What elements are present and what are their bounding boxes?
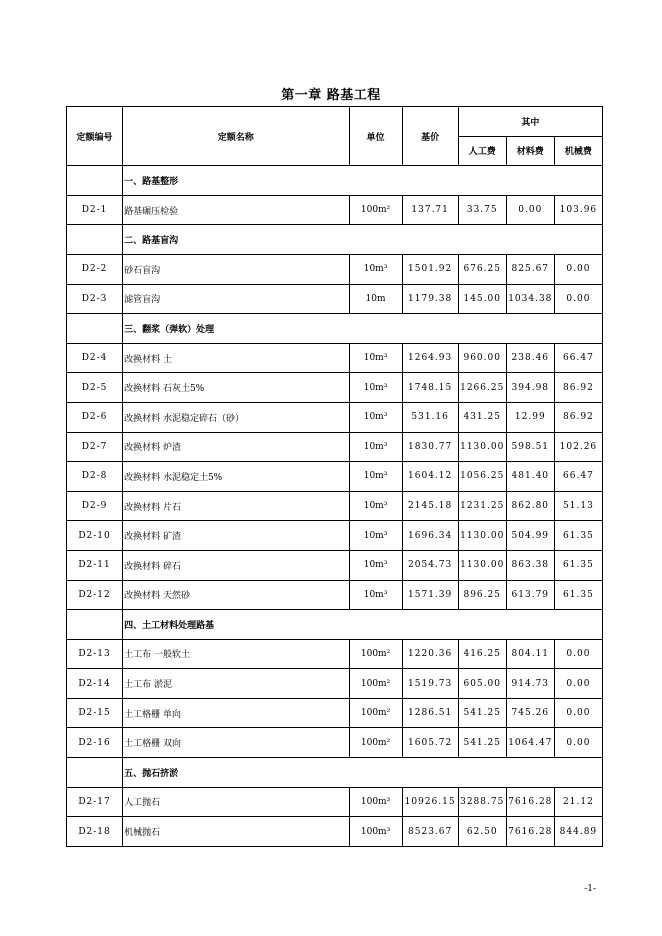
quota-labor: 1130.00 [458, 521, 506, 551]
quota-name: 改换材料 片石 [123, 491, 349, 521]
quota-material: 7616.28 [506, 817, 554, 847]
quota-base-price: 1604.12 [402, 462, 458, 492]
quota-labor: 1266.25 [458, 373, 506, 403]
table-row [67, 521, 603, 551]
quota-unit: 10m³ [349, 462, 402, 492]
quota-unit: 10m³ [349, 343, 402, 373]
quota-unit: 100m³ [349, 787, 402, 817]
header-labor: 人工费 [458, 136, 506, 166]
header-unit: 单位 [349, 107, 402, 166]
quota-code: D2-2 [67, 254, 123, 284]
section-code-cell [67, 225, 123, 255]
quota-labor: 431.25 [458, 402, 506, 432]
quota-base-price: 1264.93 [402, 343, 458, 373]
header-base-price: 基价 [402, 107, 458, 166]
quota-code: D2-5 [67, 373, 123, 403]
page-title: 第一章 路基工程 [281, 88, 381, 103]
quota-code: D2-15 [67, 698, 123, 728]
quota-name: 路基碾压检验 [123, 195, 349, 225]
quota-material: 394.98 [506, 373, 554, 403]
quota-material: 504.99 [506, 521, 554, 551]
quota-code: D2-1 [67, 195, 123, 225]
quota-material: 598.51 [506, 432, 554, 462]
table-row [67, 491, 603, 521]
quota-machine: 0.00 [554, 639, 602, 669]
section-code-cell [67, 758, 123, 788]
quota-code: D2-9 [67, 491, 123, 521]
quota-machine: 61.35 [554, 550, 602, 580]
table-row [67, 817, 603, 847]
quota-machine: 61.35 [554, 521, 602, 551]
quota-unit: 10m³ [349, 373, 402, 403]
header-machine: 机械费 [554, 136, 602, 166]
quota-name: 滤管盲沟 [123, 284, 349, 314]
section-row [67, 225, 603, 255]
section-title: 五、抛石挤淤 [123, 758, 603, 788]
quota-name: 砂石盲沟 [123, 254, 349, 284]
table-row [67, 728, 603, 758]
quota-material: 914.73 [506, 669, 554, 699]
quota-material: 863.38 [506, 550, 554, 580]
quota-labor: 896.25 [458, 580, 506, 610]
quota-labor: 541.25 [458, 728, 506, 758]
section-code-cell [67, 610, 123, 640]
quota-machine: 0.00 [554, 728, 602, 758]
quota-base-price: 1571.39 [402, 580, 458, 610]
quota-unit: 10m³ [349, 432, 402, 462]
quota-labor: 3288.75 [458, 787, 506, 817]
quota-material: 825.67 [506, 254, 554, 284]
quota-code: D2-14 [67, 669, 123, 699]
quota-machine: 66.47 [554, 462, 602, 492]
quota-machine: 0.00 [554, 254, 602, 284]
quota-machine: 102.26 [554, 432, 602, 462]
quota-base-price: 2054.73 [402, 550, 458, 580]
table-row [67, 462, 603, 492]
quota-code: D2-18 [67, 817, 123, 847]
quota-name: 改换材料 石灰土5% [123, 373, 349, 403]
header-row-1 [67, 107, 603, 137]
quota-material: 1064.47 [506, 728, 554, 758]
quota-material: 862.80 [506, 491, 554, 521]
table-row [67, 787, 603, 817]
quota-name: 改换材料 炉渣 [123, 432, 349, 462]
quota-labor: 1130.00 [458, 432, 506, 462]
quota-unit: 100m² [349, 195, 402, 225]
quota-name: 土工格栅 双向 [123, 728, 349, 758]
quota-code: D2-11 [67, 550, 123, 580]
table-row [67, 373, 603, 403]
quota-unit: 10m³ [349, 491, 402, 521]
header-code: 定额编号 [67, 107, 123, 166]
quota-unit: 10m [349, 284, 402, 314]
quota-base-price: 1286.51 [402, 698, 458, 728]
quota-machine: 0.00 [554, 698, 602, 728]
quota-machine: 51.13 [554, 491, 602, 521]
quota-base-price: 2145.18 [402, 491, 458, 521]
header-of-which: 其中 [458, 107, 602, 137]
quota-code: D2-10 [67, 521, 123, 551]
quota-name: 人工抛石 [123, 787, 349, 817]
quota-base-price: 1830.77 [402, 432, 458, 462]
table-row [67, 550, 603, 580]
quota-code: D2-8 [67, 462, 123, 492]
quota-base-price: 531.16 [402, 402, 458, 432]
section-row [67, 166, 603, 196]
quota-code: D2-17 [67, 787, 123, 817]
quota-labor: 605.00 [458, 669, 506, 699]
section-title: 三、翻浆（弹软）处理 [123, 314, 603, 344]
quota-unit: 10m³ [349, 521, 402, 551]
quota-base-price: 1696.34 [402, 521, 458, 551]
quota-labor: 416.25 [458, 639, 506, 669]
section-title: 二、路基盲沟 [123, 225, 603, 255]
quota-machine: 103.96 [554, 195, 602, 225]
quota-machine: 86.92 [554, 373, 602, 403]
quota-unit: 100m² [349, 698, 402, 728]
quota-name: 改换材料 矿渣 [123, 521, 349, 551]
table-row [67, 580, 603, 610]
quota-name: 土工布 淤泥 [123, 669, 349, 699]
section-code-cell [67, 166, 123, 196]
quota-unit: 10m³ [349, 254, 402, 284]
quota-labor: 1231.25 [458, 491, 506, 521]
quota-material: 1034.38 [506, 284, 554, 314]
quota-unit: 100m² [349, 669, 402, 699]
quota-base-price: 10926.15 [402, 787, 458, 817]
table-row [67, 254, 603, 284]
quota-code: D2-12 [67, 580, 123, 610]
quota-machine: 21.12 [554, 787, 602, 817]
quota-machine: 0.00 [554, 669, 602, 699]
quota-labor: 1130.00 [458, 550, 506, 580]
table-row [67, 284, 603, 314]
quota-name: 机械抛石 [123, 817, 349, 847]
table-row [67, 432, 603, 462]
quota-base-price: 1605.72 [402, 728, 458, 758]
quota-name: 土工布 一般软土 [123, 639, 349, 669]
header-name: 定额名称 [123, 107, 349, 166]
quota-unit: 10m³ [349, 550, 402, 580]
quota-material: 804.11 [506, 639, 554, 669]
quota-name: 改换材料 水泥稳定土5% [123, 462, 349, 492]
table-row [67, 343, 603, 373]
quota-labor: 676.25 [458, 254, 506, 284]
quota-material: 238.46 [506, 343, 554, 373]
quota-material: 481.40 [506, 462, 554, 492]
page-number: -1- [584, 884, 596, 894]
header-material: 材料费 [506, 136, 554, 166]
quota-labor: 33.75 [458, 195, 506, 225]
table-row [67, 639, 603, 669]
quota-unit: 100m² [349, 639, 402, 669]
quota-machine: 0.00 [554, 284, 602, 314]
quota-machine: 844.89 [554, 817, 602, 847]
table-row [67, 195, 603, 225]
quota-unit: 100m³ [349, 817, 402, 847]
quota-code: D2-13 [67, 639, 123, 669]
section-row [67, 314, 603, 344]
quota-machine: 66.47 [554, 343, 602, 373]
quota-base-price: 1748.15 [402, 373, 458, 403]
quota-code: D2-16 [67, 728, 123, 758]
table-row [67, 669, 603, 699]
quota-name: 改换材料 碎石 [123, 550, 349, 580]
quota-name: 改换材料 土 [123, 343, 349, 373]
table-row [67, 698, 603, 728]
quota-labor: 541.25 [458, 698, 506, 728]
quota-code: D2-7 [67, 432, 123, 462]
quota-base-price: 1220.36 [402, 639, 458, 669]
section-row [67, 758, 603, 788]
quota-material: 7616.28 [506, 787, 554, 817]
quota-table [66, 106, 603, 847]
quota-unit: 10m³ [349, 580, 402, 610]
section-row [67, 610, 603, 640]
quota-labor: 960.00 [458, 343, 506, 373]
quota-code: D2-6 [67, 402, 123, 432]
quota-machine: 86.92 [554, 402, 602, 432]
quota-labor: 1056.25 [458, 462, 506, 492]
quota-unit: 10m³ [349, 402, 402, 432]
quota-material: 745.26 [506, 698, 554, 728]
quota-labor: 62.50 [458, 817, 506, 847]
quota-base-price: 1501.92 [402, 254, 458, 284]
quota-base-price: 1179.38 [402, 284, 458, 314]
quota-material: 12.99 [506, 402, 554, 432]
section-title: 一、路基整形 [123, 166, 603, 196]
quota-material: 613.79 [506, 580, 554, 610]
quota-base-price: 137.71 [402, 195, 458, 225]
section-code-cell [67, 314, 123, 344]
quota-name: 改换材料 水泥稳定碎石（砂） [123, 402, 349, 432]
quota-name: 改换材料 天然砂 [123, 580, 349, 610]
section-title: 四、土工材料处理路基 [123, 610, 603, 640]
quota-base-price: 1519.73 [402, 669, 458, 699]
quota-machine: 61.35 [554, 580, 602, 610]
quota-labor: 145.00 [458, 284, 506, 314]
quota-name: 土工格栅 单向 [123, 698, 349, 728]
quota-material: 0.00 [506, 195, 554, 225]
quota-unit: 100m² [349, 728, 402, 758]
quota-base-price: 8523.67 [402, 817, 458, 847]
quota-code: D2-4 [67, 343, 123, 373]
quota-code: D2-3 [67, 284, 123, 314]
table-row [67, 402, 603, 432]
